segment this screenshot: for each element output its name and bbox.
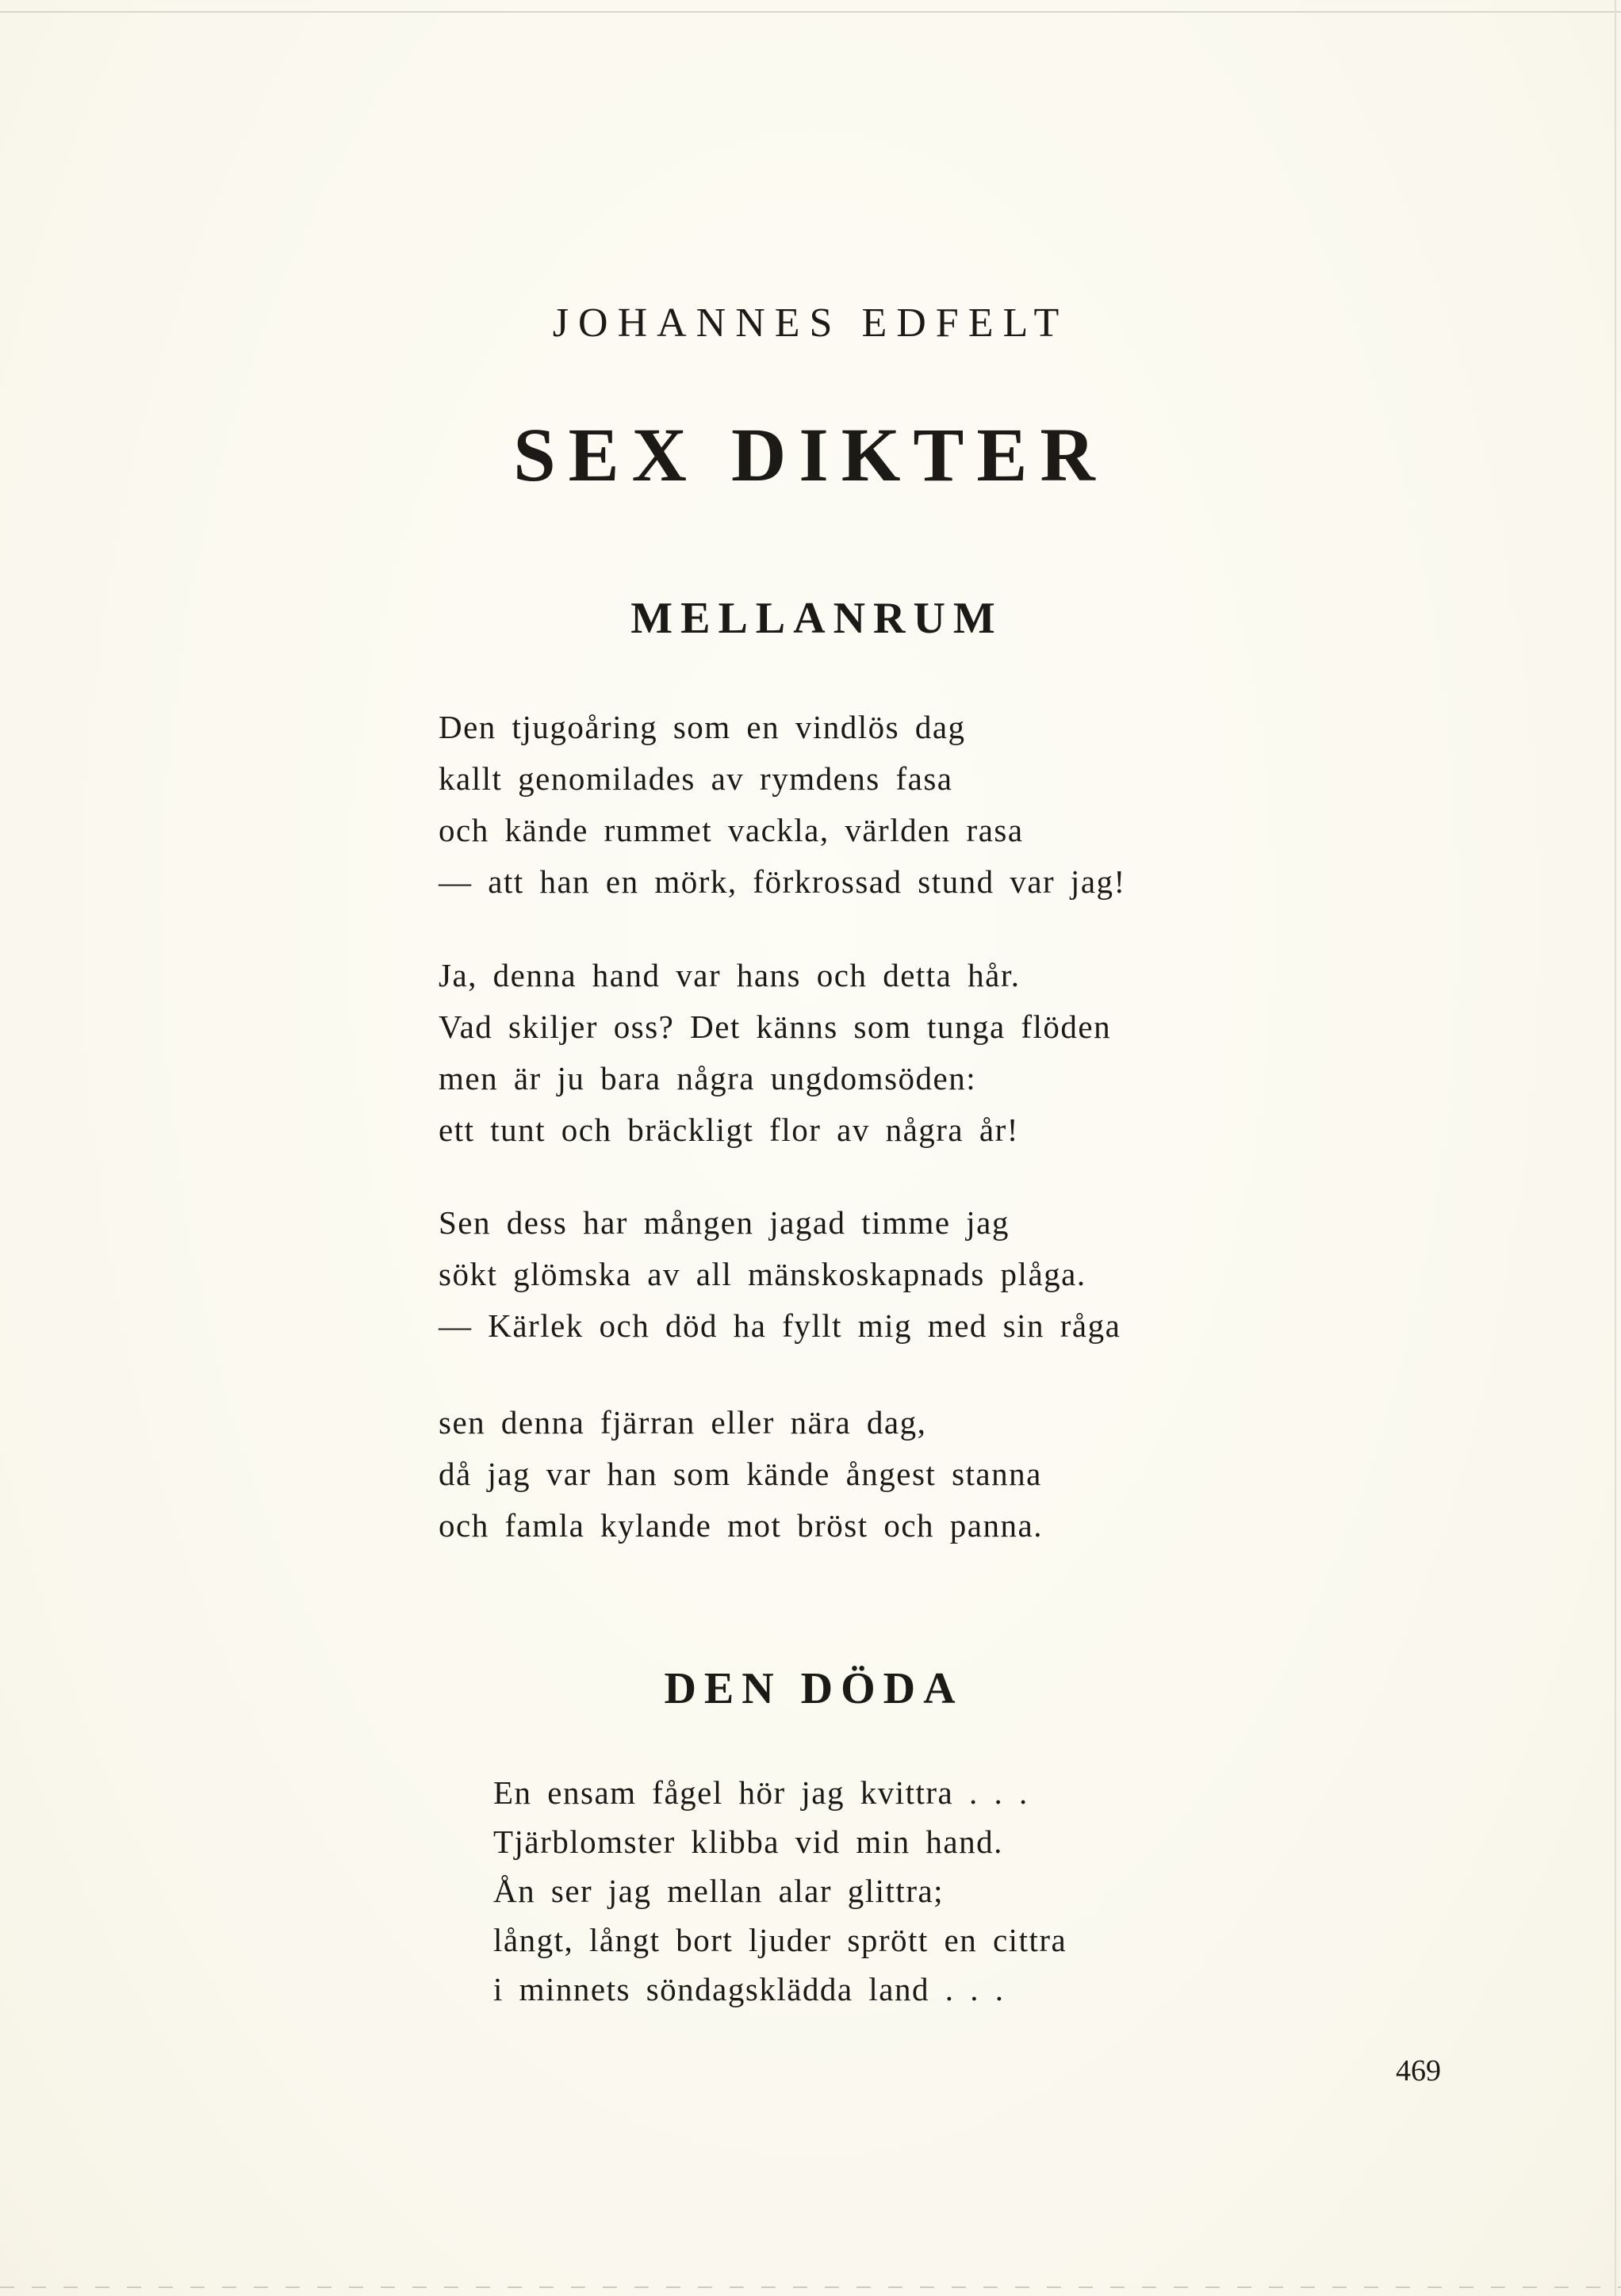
poem-line: Ån ser jag mellan alar glittra; [493, 1873, 945, 1909]
poem-line: sen denna fjärran eller nära dag, [439, 1404, 927, 1441]
poem-stanza [439, 1197, 1121, 1352]
poem-line: och kände rummet vackla, världen rasa [439, 812, 1024, 848]
poem-line: Ja, denna hand var hans och detta hår. [439, 957, 1021, 993]
author-name: JOHANNES EDFELT [552, 300, 1069, 346]
collection-title: SEX DIKTER [513, 412, 1108, 497]
poem-stanza [439, 1397, 1043, 1552]
page-edge-top [0, 11, 1621, 13]
poem-line: i minnets söndagsklädda land . . . [493, 1971, 1005, 2007]
poem-line: men är ju bara några ungdomsöden: [439, 1060, 977, 1096]
poem-line: långt, långt bort ljuder sprött en cittra [493, 1922, 1067, 1958]
poem-line: Tjärblomster klibba vid min hand. [493, 1823, 1003, 1860]
page-number: 469 [1396, 2054, 1441, 2087]
poem-line: kallt genomilades av rymdens fasa [439, 760, 953, 797]
poem-title-mellanrum: MELLANRUM [630, 594, 1003, 643]
poem-line: En ensam fågel hör jag kvittra . . . [493, 1774, 1029, 1811]
poem-line: Den tjugoåring som en vindlös dag [439, 709, 966, 745]
poem-stanza [439, 950, 1111, 1156]
poem-line: — att han en mörk, förkrossad stund var jag! [439, 863, 1126, 900]
poem-title-den-doda: DEN DÖDA [664, 1664, 964, 1713]
poem-line: ett tunt och bräckligt flor av några år! [439, 1112, 1019, 1148]
poem-line: då jag var han som kände ångest stanna [439, 1456, 1042, 1492]
poem-line: — Kärlek och död ha fyllt mig med sin råga [439, 1307, 1121, 1344]
poem-line: och famla kylande mot bröst och panna. [439, 1507, 1043, 1544]
poem-line: Sen dess har mången jagad timme jag [439, 1204, 1010, 1241]
poem-stanza [493, 1768, 1067, 2014]
poem-line: Vad skiljer oss? Det känns som tunga flöden [439, 1008, 1112, 1045]
poem-line: sökt glömska av all mänskoskapnads plåga. [439, 1256, 1086, 1292]
poem-stanza [439, 702, 1126, 908]
page-edge-bottom [0, 2286, 1621, 2288]
